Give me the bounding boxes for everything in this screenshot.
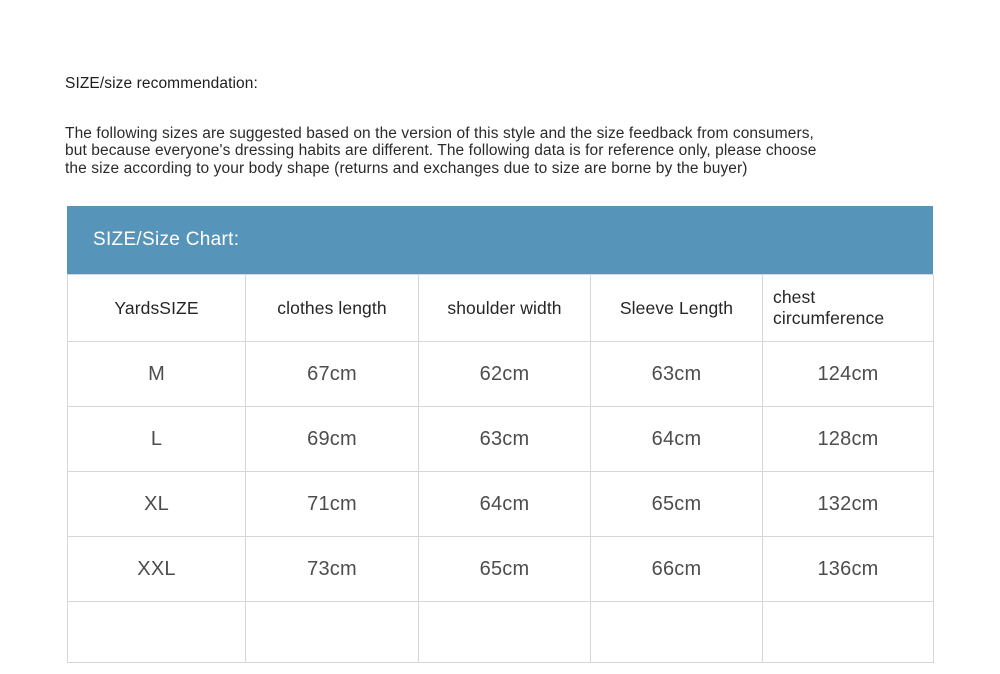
intro-line: the size according to your body shape (returns and exchanges due to size are borne by the buyer) xyxy=(65,159,748,177)
table-row-xl xyxy=(68,472,934,537)
size-cell: M xyxy=(68,342,246,407)
value-cell: 65cm xyxy=(591,472,763,537)
value-cell: 71cm xyxy=(246,472,419,537)
value-cell: 66cm xyxy=(591,537,763,602)
size-cell xyxy=(68,602,246,663)
value-cell: 128cm xyxy=(763,407,934,472)
size-cell: L xyxy=(68,407,246,472)
size-chart-table xyxy=(67,274,934,663)
value-cell: 63cm xyxy=(591,342,763,407)
intro-paragraph xyxy=(65,125,816,177)
value-cell: 136cm xyxy=(763,537,934,602)
value-cell xyxy=(763,602,934,663)
value-cell: 69cm xyxy=(246,407,419,472)
value-cell: 64cm xyxy=(419,472,591,537)
intro-line: but because everyone's dressing habits are different. The following data is for reference only, please choose xyxy=(65,142,817,160)
size-cell: XXL xyxy=(68,537,246,602)
value-cell: 64cm xyxy=(591,407,763,472)
table-row-l xyxy=(68,407,934,472)
table-row-xxl xyxy=(68,537,934,602)
table-row-m xyxy=(68,342,934,407)
column-header-sleeve-length: Sleeve Length xyxy=(591,275,763,342)
value-cell: 62cm xyxy=(419,342,591,407)
value-cell: 63cm xyxy=(419,407,591,472)
intro-line: The following sizes are suggested based on the version of this style and the size feedback from consumers, xyxy=(65,125,814,142)
table-header-row xyxy=(68,275,934,342)
value-cell: 67cm xyxy=(246,342,419,407)
column-header-chest-circumference: chest circumference xyxy=(763,275,934,342)
size-chart-title: SIZE/Size Chart: xyxy=(93,229,240,250)
size-cell: XL xyxy=(68,472,246,537)
value-cell xyxy=(246,602,419,663)
value-cell: 73cm xyxy=(246,537,419,602)
table-row-empty xyxy=(68,602,934,663)
value-cell: 124cm xyxy=(763,342,934,407)
value-cell: 132cm xyxy=(763,472,934,537)
page-title: SIZE/size recommendation: xyxy=(65,75,258,92)
column-header-shoulder-width: shoulder width xyxy=(419,275,591,342)
size-chart-title-bar xyxy=(67,206,933,274)
value-cell: 65cm xyxy=(419,537,591,602)
value-cell xyxy=(591,602,763,663)
value-cell xyxy=(419,602,591,663)
column-header-size: YardsSIZE xyxy=(68,275,246,342)
column-header-clothes-length: clothes length xyxy=(246,275,419,342)
